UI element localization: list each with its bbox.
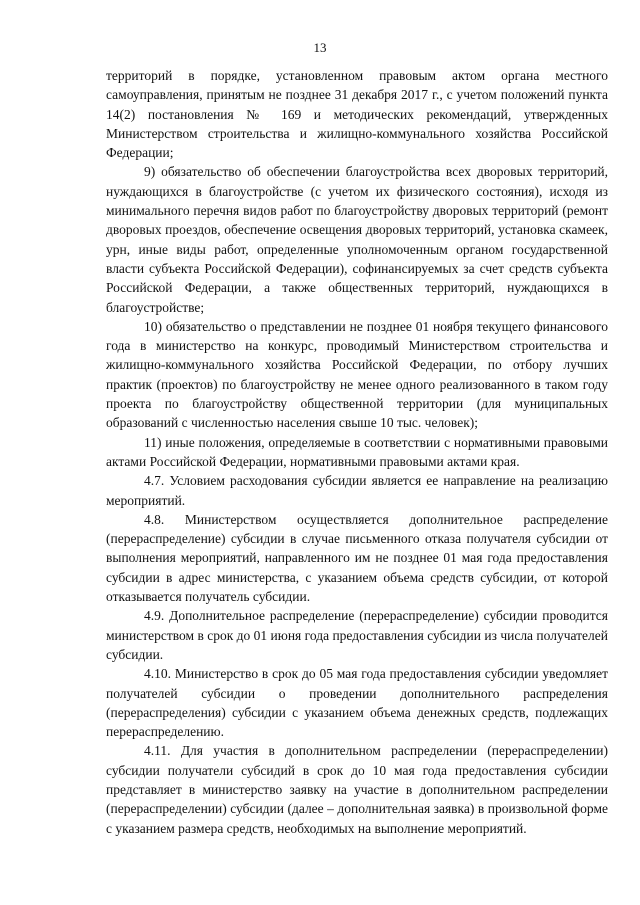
document-body	[106, 66, 608, 838]
page-number: 13	[313, 40, 327, 55]
paragraph-item-10: 10) обязательство о представлении не позднее 01 ноября текущего финансового года в министерство на конкурс, проводимый Министерством строительства и жилищно-коммунального хозяйства Российской Федерации, по отбору лучших практик (проектов) по благоустройству не менее одного реализованного в таком году проекта по благоустройству общественной территории (для муниципальных образований с численностью населения свыше 10 тыс. человек);	[106, 318, 608, 431]
paragraph-4-10: 4.10. Министерство в срок до 05 мая года предоставления субсидии уведомляет получателей субсидии о проведении дополнительного распределения (перераспределения) субсидии с указанием объема денежных средств, подлежащих перераспределению.	[106, 666, 608, 740]
paragraph-4-7: 4.7. Условием расходования субсидии является ее направление на реализацию мероприятий.	[106, 473, 608, 508]
paragraph-item-9: 9) обязательство об обеспечении благоустройства всех дворовых территорий, нуждающихся в благоустройстве (с учетом их физического состояния), исходя из минимального перечня видов работ по благоустройству дворовых территорий (ремонт дворовых проездов, обеспечение освещения дворовых территорий, установка скамеек, урн, иные виды работ, определенные уполномоченным органом государственной власти субъекта Российской Федерации), софинансируемых за счет средств субъекта Российской Федерации, а также общественных территорий, нуждающихся в благоустройстве;	[106, 164, 608, 315]
paragraph-4-11: 4.11. Для участия в дополнительном распределении (перераспределении) субсидии получатели субсидий в срок до 10 мая года предоставления субсидии представляет в министерство заявку на участие в дополнительном распределении (перераспределении) субсидии (далее – дополнительная заявка) в произвольной форме с указанием размера средств, необходимых на выполнение мероприятий.	[106, 743, 608, 836]
paragraph-continuation: территорий в порядке, установленном правовым актом органа местного самоуправления, принятым не позднее 31 декабря 2017 г., с учетом положений пункта 14(2) постановления № 169 и методических рекомендаций, утвержденных Министерством строительства и жилищно-коммунального хозяйства Российской Федерации;	[106, 68, 608, 161]
paragraph-4-9: 4.9. Дополнительное распределение (перераспределение) субсидии проводится министерством в срок до 01 июня года предоставления субсидии из числа получателей субсидии.	[106, 608, 608, 662]
paragraph-4-8: 4.8. Министерством осуществляется дополнительное распределение (перераспределение) субсидии в случае письменного отказа получателя субсидии от выполнения мероприятий, направленного им не позднее 01 мая года предоставления субсидии в адрес министерства, с указанием объема средств субсидии, от которой отказывается получатель субсидии.	[106, 511, 608, 605]
paragraph-item-11: 11) иные положения, определяемые в соответствии с нормативными правовыми актами Российской Федерации, нормативными правовыми актами края.	[106, 434, 608, 469]
